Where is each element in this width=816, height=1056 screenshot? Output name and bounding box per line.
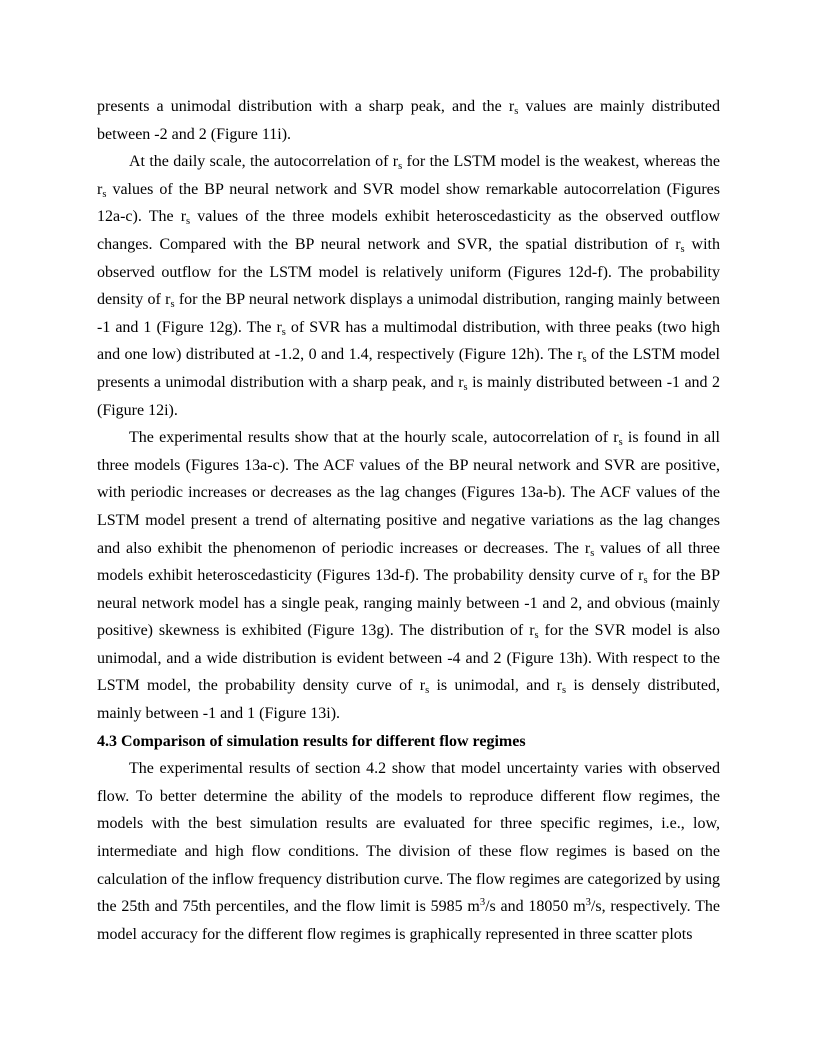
- subscript: s: [463, 381, 468, 393]
- subscript: s: [680, 243, 685, 255]
- paragraph-3: [97, 424, 720, 728]
- text-run: is densely distributed, mainly between -1 and 1 (Figure 13i).: [97, 677, 721, 723]
- subscript: s: [170, 299, 175, 311]
- text-run: for the BP neural network displays a unimodal distribution, ranging mainly between -1 and 1 (Figure 12g). The r: [97, 291, 721, 336]
- paragraph-1: [97, 93, 720, 148]
- text-run: The experimental results of section 4.2 show that model uncertainty varies with observed flow. To better determine the ability of the models to reproduce different flow regimes, the models with the best simulation results are evaluated for three specific regimes, i.e., low, intermediate and high flow conditions. The division of these flow regimes is based on the calculation of the inflow frequency distribution curve. The flow regimes are categorized by using the 25th and 75th percentiles, and the flow limit is 5985 m: [97, 760, 720, 916]
- subscript: s: [590, 547, 595, 559]
- paragraph-4: [97, 755, 720, 948]
- subscript: s: [102, 188, 107, 200]
- text-run: /s and 18050 m: [485, 898, 586, 916]
- subscript: s: [425, 685, 430, 697]
- text-run: is unimodal, and r: [429, 677, 562, 695]
- text-run: At the daily scale, the autocorrelation of r: [129, 153, 399, 171]
- text-run: for the BP neural network model has a single peak, ranging mainly between -1 and 2, and obvious (mainly positive) skewness is exhibited (Figure 13g). The distribution of r: [97, 567, 720, 640]
- subscript: s: [398, 161, 403, 173]
- subscript: s: [281, 326, 286, 338]
- text-run: The experimental results show that at the hourly scale, autocorrelation of r: [129, 429, 619, 447]
- text-run: of the LSTM model presents a unimodal distribution with a sharp peak, and r: [97, 346, 720, 391]
- subscript: s: [186, 216, 191, 228]
- subscript: s: [618, 437, 623, 449]
- text-run: with observed outflow for the LSTM model is relatively uniform (Figures 12d-f). The probability density of r: [97, 235, 720, 309]
- section-heading: 4.3 Comparison of simulation results for different flow regimes: [97, 732, 526, 750]
- text-run: /s, respectively. The model accuracy for the different flow regimes is graphically represented in three scatter plots: [97, 898, 721, 943]
- superscript: 3: [479, 897, 486, 909]
- superscript: 3: [585, 897, 591, 909]
- subscript: s: [561, 685, 567, 697]
- subscript: s: [534, 630, 539, 642]
- text-run: for the LSTM model is the weakest, whereas the r: [97, 153, 721, 198]
- text-run: is mainly distributed between -1 and 2 (Figure 12i).: [97, 373, 720, 419]
- subscript: s: [582, 354, 587, 366]
- text-run: for the SVR model is also unimodal, and a wide distribution is evident between -4 and 2 (Figure 13h). With respect to the LSTM model, the probability density curve of r: [97, 622, 721, 695]
- text-run: values of the BP neural network and SVR model show remarkable autocorrelation (Figures 12a-c). The r: [97, 180, 720, 226]
- text-run: is found in all three models (Figures 13a-c). The ACF values of the BP neural network and SVR are positive, with periodic increases or decreases as the lag changes (Figures 13a-b). The ACF values of the LSTM model present a trend of alternating positive and negative variations as the lag changes and also exhibit the phenomenon of periodic increases or decreases. The r: [97, 429, 721, 557]
- subscript: s: [514, 106, 519, 117]
- subscript: s: [643, 575, 648, 587]
- text-run: presents a unimodal distribution with a sharp peak, and the r: [97, 98, 515, 115]
- text-run: of SVR has a multimodal distribution, with three peaks (two high and one low) distributed at -1.2, 0 and 1.4, respectively (Figure 12h). The r: [97, 318, 720, 364]
- text-run: values are mainly distributed between -2 and 2 (Figure 11i).: [97, 98, 721, 143]
- text-run: values of all three models exhibit heteroscedasticity (Figures 13d-f). The probability density curve of r: [97, 539, 721, 585]
- text-run: values of the three models exhibit heteroscedasticity as the observed outflow changes. Compared with the BP neural network and SVR, the spatial distribution of r: [97, 208, 721, 253]
- paragraph-2: [97, 148, 720, 424]
- document-body: [97, 93, 720, 948]
